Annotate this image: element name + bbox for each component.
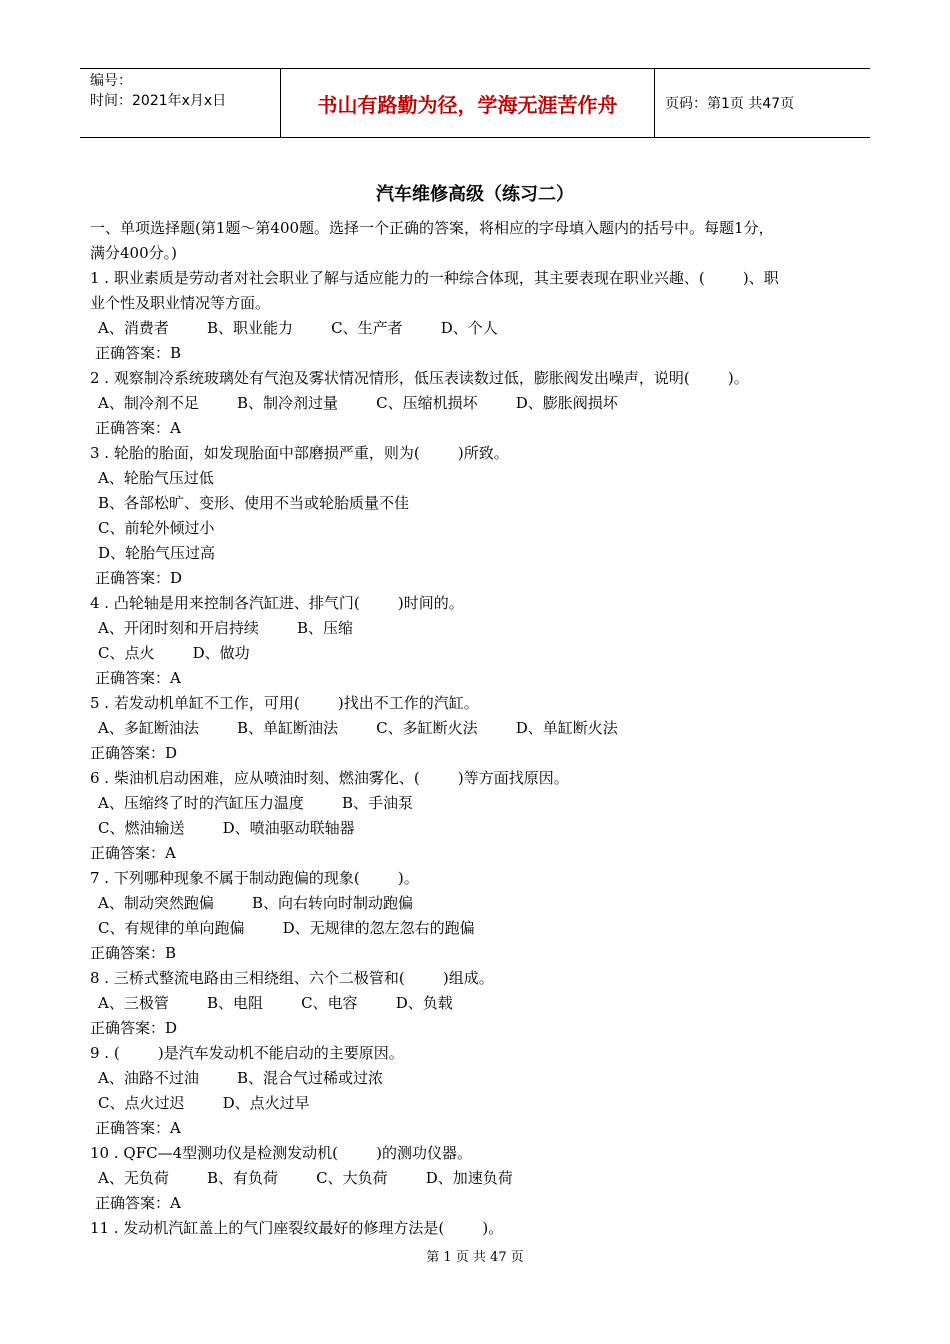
question-line: 正确答案：A — [95, 1119, 181, 1137]
document-body — [90, 216, 880, 1241]
motto-text: 书山有路勤为径，学海无涯苦作舟 — [317, 92, 618, 117]
question-line: 2 . 观察制冷系统玻璃处有气泡及雾状情况情形，低压表读数过低，膨胀阀发出噪声，说明( )。 — [90, 369, 749, 387]
question-line: A、开闭时刻和开启持续 B、压缩 — [98, 619, 354, 637]
question-line: 4 . 凸轮轴是用来控制各汽缸进、排气门( )时间的。 — [90, 594, 464, 612]
question-line: 正确答案：D — [90, 1019, 178, 1037]
question-line: 6 . 柴油机启动困难，应从喷油时刻、燃油雾化、( )等方面找原因。 — [90, 769, 569, 787]
question-line: A、消费者 B、职业能力 C、生产者 D、个人 — [98, 319, 498, 337]
question-line: 正确答案：A — [95, 1194, 181, 1212]
question-line: C、点火 D、做功 — [98, 644, 250, 662]
document-header — [80, 68, 870, 138]
question-line: D、轮胎气压过高 — [98, 544, 216, 562]
question-line: 1 . 职业素质是劳动者对社会职业了解与适应能力的一种综合体现，其主要表现在职业兴趣、( )、职 — [90, 269, 779, 287]
question-line: 正确答案：B — [90, 944, 177, 962]
question-line: 正确答案：A — [95, 419, 181, 437]
question-line: 正确答案：B — [95, 344, 182, 362]
question-line: A、轮胎气压过低 — [98, 469, 214, 487]
question-list — [90, 266, 880, 1241]
question-line: C、有规律的单向跑偏 D、无规律的忽左忽右的跑偏 — [98, 919, 475, 937]
question-line: A、无负荷 B、有负荷 C、大负荷 D、加速负荷 — [98, 1169, 513, 1187]
question-line: 3 . 轮胎的胎面，如发现胎面中部磨损严重，则为( )所致。 — [90, 444, 509, 462]
header-page-cell — [655, 69, 870, 137]
question-line: 9 . ( )是汽车发动机不能启动的主要原因。 — [90, 1044, 404, 1062]
document-title: 汽车维修高级（练习二） — [376, 184, 574, 205]
question-line: A、制动突然跑偏 B、向右转向时制动跑偏 — [98, 894, 414, 912]
intro-line: 满分400分。) — [90, 244, 177, 262]
question-line: A、三极管 B、电阻 C、电容 D、负载 — [98, 994, 453, 1012]
question-line: 8 . 三桥式整流电路由三相绕组、六个二极管和( )组成。 — [90, 969, 494, 987]
question-line: 5 . 若发动机单缸不工作，可用( )找出不工作的汽缸。 — [90, 694, 479, 712]
header-motto-cell — [281, 69, 655, 137]
question-line: 10 . QFC—4型测功仪是检测发动机( )的测功仪器。 — [90, 1144, 472, 1162]
question-line: A、压缩终了时的汽缸压力温度 B、手油泵 — [98, 794, 414, 812]
question-line: 11 . 发动机汽缸盖上的气门座裂纹最好的修理方法是( )。 — [90, 1219, 504, 1237]
number-label: 编号： — [90, 73, 132, 89]
question-line: C、前轮外倾过小 — [98, 519, 215, 537]
question-line: 业个性及职业情况等方面。 — [90, 294, 271, 312]
question-line: 正确答案：D — [90, 744, 178, 762]
header-meta-cell — [80, 69, 281, 137]
question-line: B、各部松旷、变形、使用不当或轮胎质量不佳 — [98, 494, 410, 512]
page-footer: 第 1 页 共 47 页 — [426, 1250, 524, 1265]
question-line: 7 . 下列哪种现象不属于制动跑偏的现象( )。 — [90, 869, 419, 887]
question-line: A、多缸断油法 B、单缸断油法 C、多缸断火法 D、单缸断火法 — [98, 719, 618, 737]
question-line: C、燃油输送 D、喷油驱动联轴器 — [98, 819, 355, 837]
question-line: 正确答案：D — [95, 569, 183, 587]
intro-line: 一、单项选择题(第1题～第400题。选择一个正确的答案，将相应的字母填入题内的括号中。每题1分， — [90, 219, 774, 237]
question-line: 正确答案：A — [90, 844, 176, 862]
question-line: A、制冷剂不足 B、制冷剂过量 C、压缩机损坏 D、膨胀阀损坏 — [98, 394, 618, 412]
question-line: C、点火过迟 D、点火过早 — [98, 1094, 310, 1112]
page-info: 页码：第1页 共47页 — [665, 96, 795, 112]
question-line: A、油路不过油 B、混合气过稀或过浓 — [98, 1069, 384, 1087]
date-label: 时间：2021年x月x日 — [90, 93, 227, 109]
question-line: 正确答案：A — [95, 669, 181, 687]
